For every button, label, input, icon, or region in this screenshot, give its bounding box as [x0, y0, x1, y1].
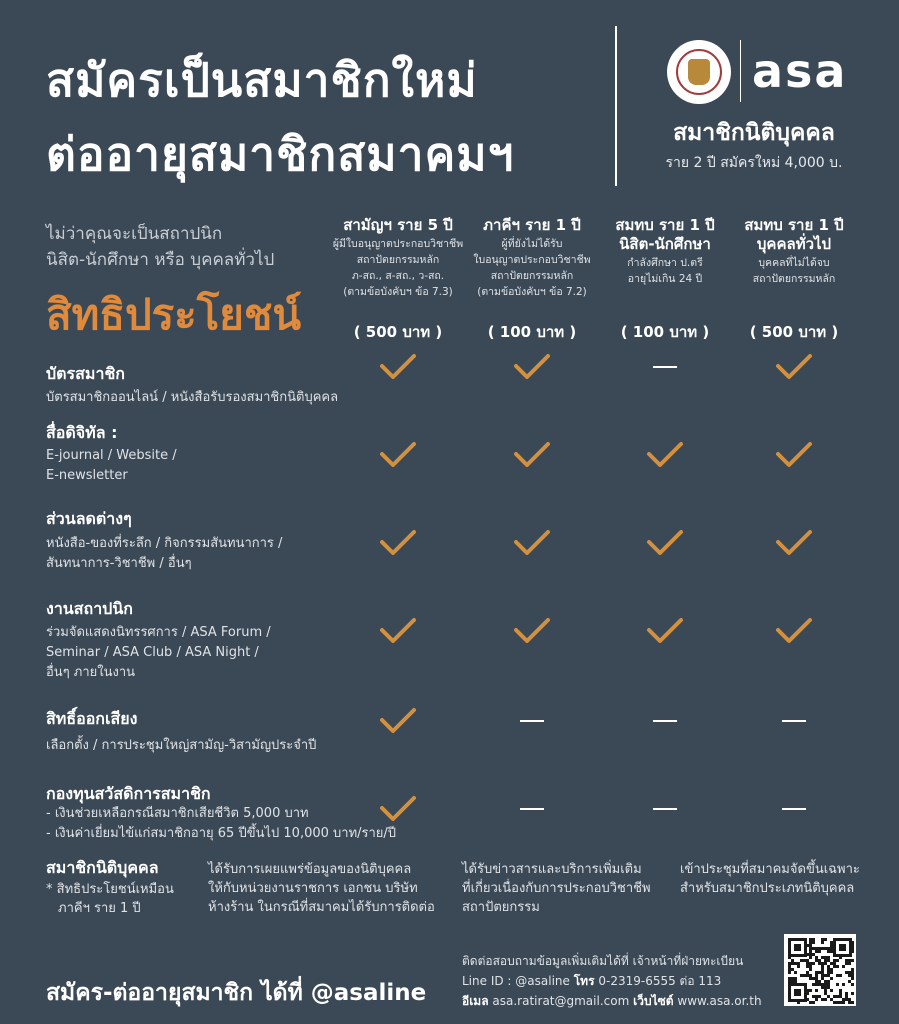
row-title: บัตรสมาชิก	[46, 364, 125, 383]
logo-divider	[740, 40, 741, 102]
check-icon	[774, 352, 814, 382]
row-title: กองทุนสวัสดิการสมาชิก	[46, 784, 211, 803]
corp-member-note: * สิทธิประโยชน์เหมือน ภาคีฯ ราย 1 ปี	[46, 882, 174, 916]
dash-icon	[782, 720, 806, 722]
corp-member-title: สมาชิกนิติบุคคล	[46, 858, 159, 877]
member-type-title: สมาชิกนิติบุคคล	[673, 120, 835, 146]
check-icon	[378, 528, 418, 558]
corp-benefit-3: เข้าประชุมที่สมาคมจัดขึ้นเฉพาะ สำหรับสมาชิกประเภทนิติบุคคล	[680, 862, 860, 896]
column-desc-line: ผู้มีใบอนุญาตประกอบวิชาชีพ	[332, 238, 464, 250]
check-icon	[378, 352, 418, 382]
line-id[interactable]: Line ID : @asaline	[462, 974, 570, 988]
title-line-2: ต่ออายุสมาชิกสมาคมฯ	[46, 127, 515, 181]
contact-line-tel	[462, 972, 721, 991]
check-icon	[512, 616, 552, 646]
column-title: สมทบ ราย 1 ปี	[615, 216, 715, 234]
check-icon	[512, 440, 552, 470]
column-desc-line: (ตามข้อบังคับฯ ข้อ 7.3)	[343, 286, 453, 298]
column-header-1	[330, 216, 466, 299]
asa-seal-icon	[667, 40, 731, 104]
row-title: งานสถาปนิก	[46, 599, 133, 618]
check-icon	[512, 352, 552, 382]
dash-icon	[520, 808, 544, 810]
qr-code-icon[interactable]	[784, 934, 856, 1006]
contact-email-web	[462, 992, 762, 1011]
row-description: E-journal / Website / E-newsletter	[46, 448, 177, 483]
column-desc-line: บุคคลที่ไม่ได้จบ	[758, 257, 830, 269]
column-header-3	[597, 216, 733, 286]
check-icon	[645, 616, 685, 646]
web-label: เว็บไซต์	[633, 994, 674, 1008]
column-desc-line: สถาปัตยกรรมหลัก	[490, 270, 574, 282]
column-price-1: ( 500 บาท )	[353, 323, 443, 341]
row-description: เลือกตั้ง / การประชุมใหญ่สามัญ-วิสามัญประจำปี	[46, 738, 317, 753]
asa-logo: asa	[752, 44, 848, 98]
check-icon	[512, 528, 552, 558]
email-link[interactable]: asa.ratirat@gmail.com	[492, 994, 630, 1008]
check-icon	[774, 440, 814, 470]
dash-icon	[782, 808, 806, 810]
check-icon	[645, 528, 685, 558]
tel-number[interactable]: 0-2319-6555 ต่อ 113	[598, 974, 722, 988]
column-title: สามัญฯ ราย 5 ปี	[343, 216, 453, 234]
dash-icon	[653, 366, 677, 368]
corp-benefit-1: ได้รับการเผยแพร่ข้อมูลของนิติบุคคล ให้กับหน่วยงานราชการ เอกชน บริษัท ห้างร้าน ในกรณีที่สมาคมได้รับการติดต่อ	[208, 862, 435, 915]
column-desc-line: สถาปัตยกรรมหลัก	[752, 273, 836, 285]
column-subtitle: บุคคลทั่วไป	[756, 235, 832, 253]
check-icon	[774, 528, 814, 558]
check-icon	[645, 440, 685, 470]
check-icon	[378, 706, 418, 736]
row-description: บัตรสมาชิกออนไลน์ / หนังสือรับรองสมาชิกนิติบุคคล	[46, 390, 339, 405]
column-header-2	[464, 216, 600, 299]
intro-line-1: ไม่ว่าคุณจะเป็นสถาปนิก	[46, 224, 223, 244]
column-price-4: ( 500 บาท )	[749, 323, 839, 341]
column-desc-line: ผู้ที่ยังไม่ได้รับ	[501, 238, 563, 250]
signup-cta[interactable]: สมัคร-ต่ออายุสมาชิก ได้ที่ @asaline	[46, 980, 427, 1006]
dash-icon	[520, 720, 544, 722]
title-line-1: สมัครเป็นสมาชิกใหม่	[46, 53, 478, 107]
member-type-note: ราย 2 ปี สมัครใหม่ 4,000 บ.	[665, 155, 843, 171]
check-icon	[378, 616, 418, 646]
row-description: ร่วมจัดแสดงนิทรรศการ / ASA Forum / Seminar / ASA Club / ASA Night / อื่นๆ ภายในงาน	[46, 625, 271, 680]
row-title: สื่อดิจิทัล :	[46, 423, 118, 442]
row-title: สิทธิ์ออกเสียง	[46, 709, 138, 728]
check-icon	[378, 440, 418, 470]
corp-benefit-2: ได้รับข่าวสารและบริการเพิ่มเติม ที่เกี่ยวเนื่องกับการประกอบวิชาชีพ สถาปัตยกรรม	[462, 862, 651, 915]
intro-line-2: นิสิต-นักศึกษา หรือ บุคคลทั่วไป	[46, 250, 275, 270]
column-title: สมทบ ราย 1 ปี	[744, 216, 844, 234]
column-header-4	[726, 216, 862, 286]
column-desc-line: ใบอนุญาตประกอบวิชาชีพ	[473, 254, 591, 266]
column-price-2: ( 100 บาท )	[487, 323, 577, 341]
row-description: หนังสือ-ของที่ระลึก / กิจกรรมสันทนาการ / สันทนาการ-วิชาชีพ / อื่นๆ	[46, 536, 283, 571]
column-desc-line: กำลังศึกษา ป.ตรี	[627, 257, 703, 269]
benefits-heading: สิทธิประโยชน์	[46, 290, 302, 339]
column-desc-line: สถาปัตยกรรมหลัก	[356, 254, 440, 266]
check-icon	[378, 794, 418, 824]
dash-icon	[653, 808, 677, 810]
header-divider	[615, 26, 617, 186]
column-subtitle: นิสิต-นักศึกษา	[619, 235, 711, 253]
dash-icon	[653, 720, 677, 722]
column-title: ภาคีฯ ราย 1 ปี	[483, 216, 581, 234]
column-desc-line: (ตามข้อบังคับฯ ข้อ 7.2)	[477, 286, 587, 298]
contact-info-line: ติดต่อสอบถามข้อมูลเพิ่มเติมได้ที่ เจ้าหน้าที่ฝ่ายทะเบียน	[462, 954, 744, 968]
column-desc-line: ภ-สถ., ส-สถ., ว-สถ.	[351, 270, 445, 282]
check-icon	[774, 616, 814, 646]
row-description: - เงินช่วยเหลือกรณีสมาชิกเสียชีวิต 5,000 บาท - เงินค่าเยี่ยมไข้แก่สมาชิกอายุ 65 ปีขึ้นไป 10,000 บาท/ราย/ปี	[46, 806, 397, 841]
column-desc-line: อายุไม่เกิน 24 ปี	[627, 273, 703, 285]
web-link[interactable]: www.asa.or.th	[677, 994, 762, 1008]
email-label: อีเมล	[462, 994, 489, 1008]
column-price-3: ( 100 บาท )	[620, 323, 710, 341]
tel-label: โทร	[573, 974, 595, 988]
row-title: ส่วนลดต่างๆ	[46, 509, 132, 528]
